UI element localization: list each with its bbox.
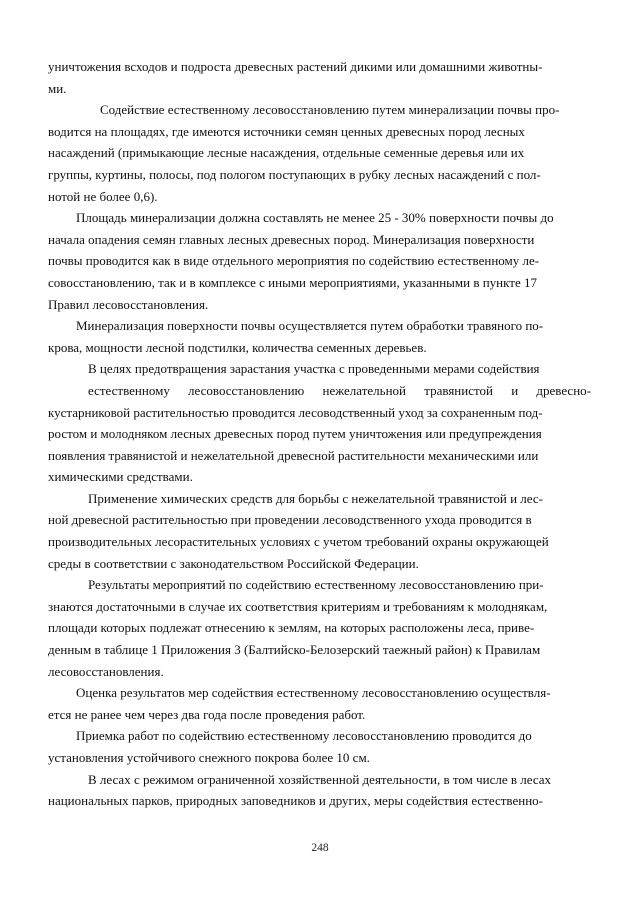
text-line: нотой не более 0,6). — [48, 188, 158, 204]
text-line: площади которых подлежат отнесению к землям, на которых расположены леса, приве- — [48, 620, 535, 636]
text-line: Применение химических средств для борьбы с нежелательной травянистой и лес- — [88, 490, 543, 506]
text-line: Правил лесовосстановления. — [48, 296, 209, 312]
text-line: ми. — [48, 80, 67, 96]
paragraph — [48, 682, 591, 725]
text-line: среды в соответствии с законодательством Российской Федерации. — [48, 555, 419, 571]
text-line: В целях предотвращения зарастания участка с проведенными мерами содействия — [88, 361, 540, 377]
text-line: естественному лесовосстановлению нежелательной травянистой и древесно- — [88, 382, 591, 398]
text-line: крова, мощности лесной подстилки, количества семенных деревьев. — [48, 339, 427, 355]
text-line: насаждений (примыкающие лесные насаждения, отдельные семенные деревья или их — [48, 145, 525, 161]
text-line: лесовосстановления. — [48, 663, 164, 679]
paragraph — [48, 574, 591, 682]
text-line: уничтожения всходов и подроста древесных растений дикими или домашними животны- — [48, 59, 543, 74]
paragraph — [48, 769, 591, 812]
text-line: начала опадения семян главных лесных древесных пород. Минерализация поверхности — [48, 231, 535, 247]
text-line: почвы проводится как в виде отдельного мероприятия по содействию естественному ле- — [48, 253, 540, 269]
paragraph — [48, 207, 591, 315]
text-line: ростом и молодняком лесных древесных пород путем уничтожения или предупреждения — [48, 426, 542, 442]
text-line: группы, куртины, полосы, под пологом поступающих в рубку лесных насаждений с пол- — [48, 166, 541, 182]
text-line: установления устойчивого снежного покрова более 10 см. — [48, 750, 370, 765]
text-line: Оценка результатов мер содействия естественному лесовосстановлению осуществля- — [76, 685, 551, 701]
text-line: Результаты мероприятий по содействию естественному лесовосстановлению при- — [88, 577, 544, 593]
text-line: химическими средствами. — [48, 469, 193, 485]
text-line: денным в таблице 1 Приложения 3 (Балтийско-Белозерский таежный район) к Правилам — [48, 642, 541, 658]
paragraph — [48, 315, 591, 358]
paragraph — [48, 99, 591, 207]
text-line: кустарниковой растительностью проводится лесоводственный уход за сохраненным под- — [48, 404, 543, 420]
text-line: ется не ранее чем через два года после проведения работ. — [48, 706, 366, 722]
paragraph — [48, 56, 591, 99]
page-number: 248 — [311, 842, 329, 854]
text-line: знаются достаточными в случае их соответствия критериям и требованиям к молоднякам, — [48, 598, 548, 614]
text-line: ной древесной растительностью при проведении лесоводственного ухода проводится в — [48, 512, 532, 528]
text-line: Приемка работ по содействию естественному лесовосстановлению проводится до — [76, 728, 532, 744]
text-line: Площадь минерализации должна составлять не менее 25 - 30% поверхности почвы до — [76, 210, 554, 226]
text-line: Содействие естественному лесовосстановлению путем минерализации почвы про- — [100, 102, 560, 118]
text-line: В лесах с режимом ограниченной хозяйственной деятельности, в том числе в лесах — [88, 771, 552, 787]
paragraph — [48, 725, 591, 768]
document-page — [48, 56, 591, 812]
text-line: национальных парков, природных заповедников и других, меры содействия естественно- — [48, 793, 543, 809]
text-line: появления травянистой и нежелательной древесной растительности механическими или — [48, 447, 539, 463]
text-line: водится на площадях, где имеются источники семян ценных древесных пород лесных — [48, 123, 525, 139]
paragraph — [48, 488, 591, 574]
text-line: производительных лесорастительных условиях с учетом требований охраны окружающей — [48, 534, 549, 550]
text-line: Минерализация поверхности почвы осуществляется путем обработки травяного по- — [76, 318, 544, 334]
paragraph — [48, 358, 591, 488]
text-line: совосстановлению, так и в комплексе с иными мероприятиями, указанными в пункте 17 — [48, 274, 537, 290]
